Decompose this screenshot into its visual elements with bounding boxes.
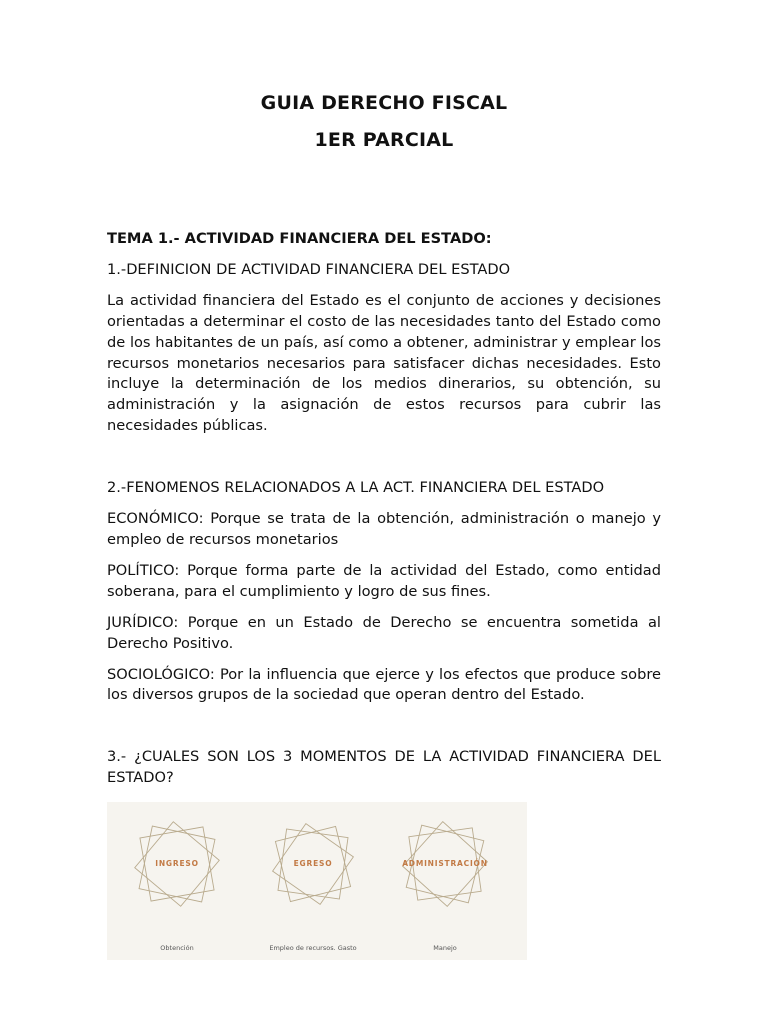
moment-label: EGRESO <box>293 858 333 868</box>
moment-label: ADMINISTRACIÓN <box>402 858 488 868</box>
spacer <box>107 447 661 478</box>
section-1-paragraph: La actividad financiera del Estado es el conjunto de acciones y decisiones orientadas a determinar el costo de las necesidades tanto del Estado como de los habitantes de un país, así como a obtener, administrar y emplear los recursos monetarios necesarios para satisfacer dichas necesidades. Esto incluye la determinación de los medios dinerarios, su obtención, su administración y la asignación de estos recursos para cubrir las necesidades públicas. <box>107 291 661 435</box>
section-1-heading: 1.-DEFINICION DE ACTIVIDAD FINANCIERA DEL ESTADO <box>107 260 511 278</box>
topic-heading: TEMA 1.- ACTIVIDAD FINANCIERA DEL ESTADO: <box>107 230 492 247</box>
moment-egreso-frame <box>263 814 363 914</box>
moments-figure <box>107 802 527 960</box>
phenomenon-political: POLÍTICO: Porque forma parte de la actividad del Estado, como entidad soberana, para el cumplimiento y logro de sus fines. <box>107 561 661 600</box>
phenomenon-economic: ECONÓMICO: Porque se trata de la obtención, administración o manejo y empleo de recursos monetarios <box>107 510 661 548</box>
section-2-heading: 2.-FENOMENOS RELACIONADOS A LA ACT. FINANCIERA DEL ESTADO <box>107 479 605 497</box>
document-body <box>107 229 661 960</box>
section-3-heading: 3.- ¿CUALES SON LOS 3 MOMENTOS DE LA ACTIVIDAD FINANCIERA DEL ESTADO? <box>107 748 661 787</box>
moment-caption: Manejo <box>433 944 457 953</box>
phenomenon-legal: JURÍDICO: Porque en un Estado de Derecho se encuentra sometida al Derecho Positivo. <box>107 613 661 652</box>
document-title: GUIA DERECHO FISCAL <box>260 92 508 114</box>
moment-caption: Obtención <box>160 944 194 953</box>
moment-label: INGRESO <box>155 858 199 868</box>
moment-administracion-frame <box>395 814 495 914</box>
spacer <box>107 716 661 747</box>
moment-caption: Empleo de recursos. Gasto <box>269 944 357 953</box>
document-subtitle: 1ER PARCIAL <box>314 129 454 151</box>
moment-ingreso-frame <box>127 814 227 914</box>
phenomenon-sociological: SOCIOLÓGICO: Por la influencia que ejerce y los efectos que produce sobre los diversos grupos de la sociedad que operan dentro del Estado. <box>107 665 661 704</box>
